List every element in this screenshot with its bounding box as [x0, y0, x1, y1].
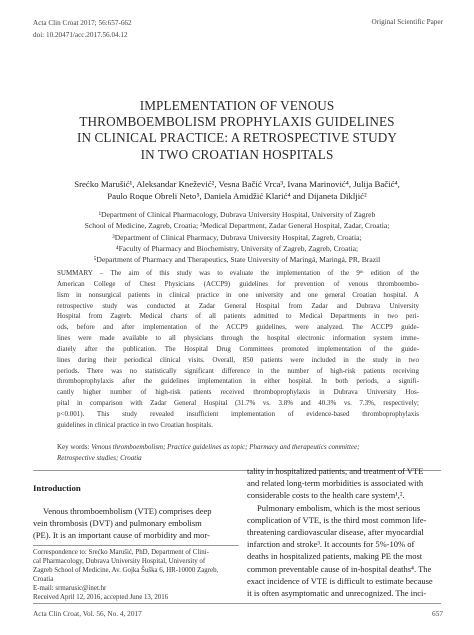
body-line: (PE). It is an important cause of morbidity and mor- — [33, 530, 210, 541]
body-line: and related long-term morbidities is associated with — [247, 478, 424, 489]
body-line: exact incidence of VTE is difficult to estimate because — [247, 575, 433, 586]
body-line: it is often asymptomatic and unrecognized. The inci- — [247, 588, 427, 599]
body-line: threatening cardiovascular disease, after myocardial — [247, 527, 424, 538]
correspondence-line: cal Pharmacology, Dubrava University Hospital, University of — [33, 558, 206, 566]
affiliation-line: ³Department of Clinical Pharmacy, Dubrava University Hospital, Zagreb, Croatia; — [112, 232, 362, 242]
keywords-list-continued: Retrospective studies; Croatia — [57, 453, 142, 462]
summary-line: guidelines in clinical practice in two Croatian hospitals. — [57, 420, 213, 429]
body-line: tality in hospitalized patients, and treatment of VTE — [247, 466, 424, 476]
author-list — [36, 178, 438, 203]
summary-line: p<0.001). This study revealed insufficient implementation of evidence-based thromboprophylaxis — [57, 409, 419, 418]
affiliation-line: ¹Department of Clinical Pharmacology, Dubrava University Hospital, University of Zagreb — [98, 210, 376, 219]
running-header — [33, 18, 132, 41]
author-line: Paulo Roque Obreli Neto⁵, Daniela Amidžić Klarić⁴ and Dijaneta Dikljić² — [107, 191, 367, 202]
introduction-heading: Introduction — [33, 483, 81, 493]
summary-line: ods, before and after implementation of the ACCP9 guidelines, were analyzed. The ACCP9 guide- — [57, 323, 419, 332]
body-line: Venous thromboembolism (VTE) comprises deep — [43, 506, 212, 516]
body-column-right — [247, 465, 441, 599]
summary-line: lines were made available to all physicians through the hospital electronic information system imme- — [57, 334, 419, 343]
body-line: vein thrombosis (DVT) and pulmonary embolism — [33, 518, 202, 529]
correspondence-email[interactable]: E-mail: srmarusic@inet.hr — [33, 585, 107, 593]
title-line: IN TWO CROATIAN HOSPITALS — [140, 146, 334, 162]
author-line: Srećko Marušić¹, Aleksandar Knežević², Vesna Bačić Vrca³, Ivana Marinović⁴, Julija Bačić⁴, — [74, 179, 400, 189]
body-line: considerable costs to the health care system¹,². — [247, 490, 405, 501]
affiliation-line: School of Medicine, Zagreb, Croatia; ²Medical Department, Zadar General Hospital, Zadar, Croatia; — [84, 221, 390, 231]
footer-citation: Acta Clin Croat, Vol. 56, No. 4, 2017 — [33, 609, 142, 618]
summary-line: lines during their periodical clinical visits. Overall, 850 patients were included in the study in two — [57, 355, 419, 364]
affiliation-line: ⁵Department of Pharmacy and Therapeutics, State University of Maringá, Maringá, PR, Brazil — [93, 255, 381, 265]
summary-line: Hospital from Zagreb. Medical charts of all patients admitted to Medical Departments in two peri- — [57, 312, 419, 321]
correspondence-note — [33, 548, 239, 603]
page-number: 657 — [432, 609, 443, 618]
correspondence-line: Correspondence to: Srećko Marušić, PhD, Department of Clini- — [33, 549, 209, 556]
body-line: common preventable cause of in-hospital deaths⁴. The — [247, 563, 432, 574]
journal-citation: Acta Clin Croat 2017; 56:657-662 — [33, 19, 132, 27]
body-line: deaths in hospitalized patients, making PE the most — [247, 551, 423, 562]
summary-line: pital in comparison with Zadar General Hospital (31.7% vs. 3.8% and 40.3% vs. 7.3%, respectively; — [57, 399, 419, 408]
summary-line: lism in nonsurgical patients in clinical practice in one university and one general Croatian hospital. A — [57, 290, 419, 299]
summary-line: diately after the publication. The Hospital Drug Committees promoted implementation of the guide- — [57, 344, 419, 353]
keywords-label: Key words: — [57, 443, 92, 451]
summary-line: cantly higher number of high-risk patients received thromboprophylaxis in Dubrava University Hos- — [57, 388, 419, 397]
affiliation-line: ⁴Faculty of Pharmacy and Biochemistry, University of Zagreb, Zagreb, Croatia; — [115, 243, 359, 253]
paper-title — [40, 98, 434, 163]
correspondence-line: Zagreb School of Medicine, Av. Gojka Šuška 6, HR-10000 Zagreb, — [33, 567, 219, 575]
title-line: THROMBOEMBOLISM PROPHYLAXIS GUIDELINES — [79, 114, 395, 130]
summary-line: retrospective study was conducted at Zadar General Hospital from Zadar and Dubrava University — [57, 301, 419, 310]
correspondence-line: Croatia — [33, 576, 54, 584]
footnote-divider — [33, 545, 239, 546]
keywords-list: Venous thromboembolism; Practice guidelines as topic; Pharmacy and therapeutics committee; — [91, 443, 360, 451]
body-line: Pulmonary embolism, which is the most serious — [257, 502, 421, 513]
affiliations — [36, 209, 438, 265]
summary-line: periods. There was no statistically significant difference in the number of high-risk patients receiving — [57, 366, 419, 375]
summary-line: SUMMARY – The aim of this study was to evaluate the implementation of the 9ᵗʰ edition of the — [57, 269, 419, 277]
body-line: complication of VTE, is the third most common life- — [247, 514, 427, 525]
keywords — [57, 442, 419, 464]
doi-link[interactable]: doi: 10.20471/acc.2017.56.04.12 — [33, 30, 128, 39]
body-column-left — [33, 505, 235, 542]
body-line: infarction and stroke³. It accounts for 5%-10% of — [247, 539, 415, 550]
footer-divider — [33, 603, 441, 604]
received-dates: Received April 12, 2016, accepted June 13, 2016 — [33, 594, 169, 602]
title-line: IMPLEMENTATION OF VENOUS — [139, 98, 335, 113]
summary-line: American College of Chest Physicians (ACCP9) guidelines for prevention of venous thromboembo- — [57, 279, 419, 288]
abstract-summary — [57, 268, 419, 431]
article-type: Original Scientific Paper — [371, 18, 443, 26]
title-line: IN CLINICAL PRACTICE: A RETROSPECTIVE STUDY — [77, 130, 397, 146]
summary-line: thromboprophylaxis after the guidelines implementation in either hospital. In both periods, a signifi- — [57, 377, 419, 386]
